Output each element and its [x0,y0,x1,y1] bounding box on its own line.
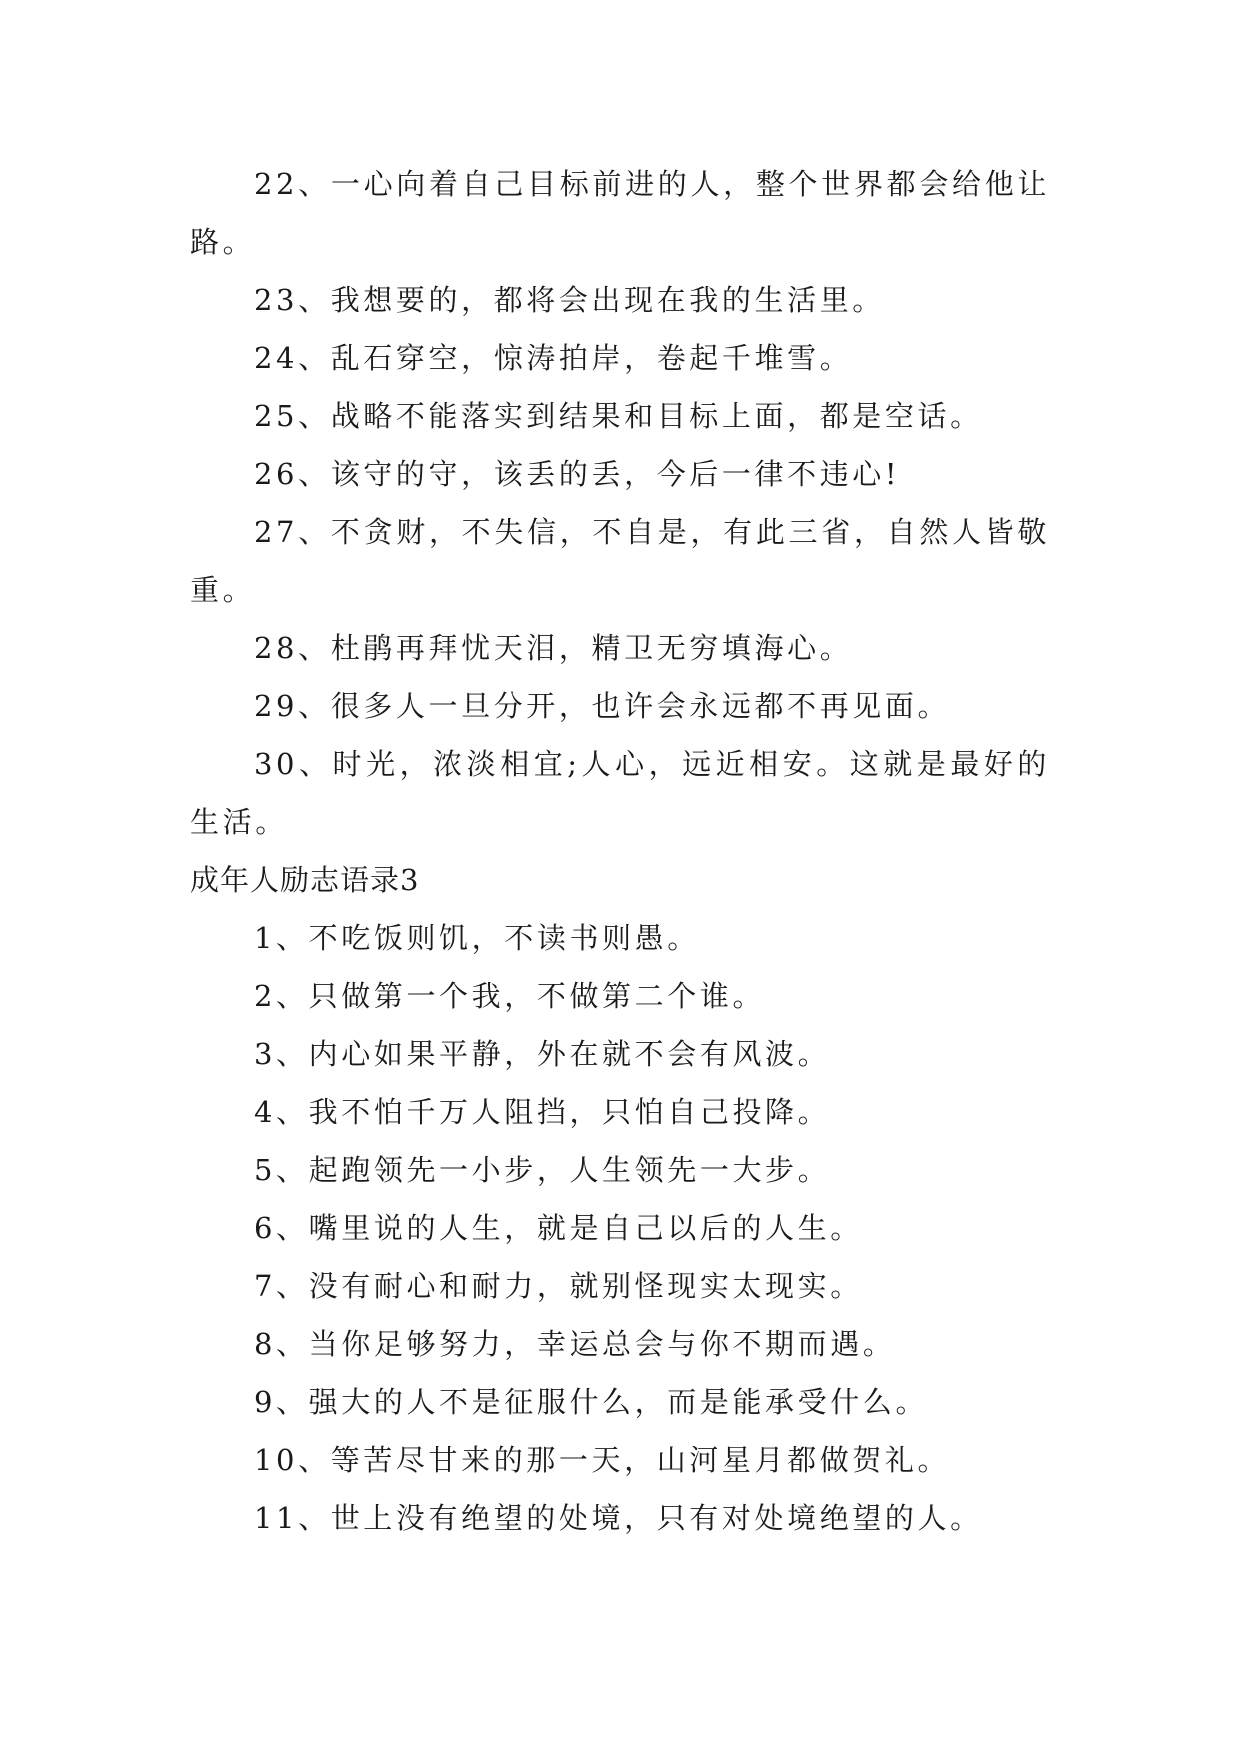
section-heading: 成年人励志语录3 [190,863,420,897]
quote-22: 22、一心向着自己目标前进的人，整个世界都会给他让路。 [190,167,1050,259]
quote-26: 26、该守的守，该丢的丢，今后一律不违心! [254,457,901,491]
quote-8: 8、当你足够努力，幸运总会与你不期而遇。 [254,1327,896,1361]
quote-23: 23、我想要的，都将会出现在我的生活里。 [254,283,885,317]
quote-27: 27、不贪财，不失信，不自是，有此三省，自然人皆敬重。 [190,515,1050,607]
quote-28: 28、杜鹃再拜忧天泪，精卫无穷填海心。 [254,631,853,665]
quote-30: 30、时光，浓淡相宜;人心，远近相安。这就是最好的生活。 [190,747,1050,839]
document-page [190,155,1050,1547]
quote-4: 4、我不怕千万人阻挡，只怕自己投降。 [254,1095,831,1129]
quote-5: 5、起跑领先一小步，人生领先一大步。 [254,1153,831,1187]
quote-25: 25、战略不能落实到结果和目标上面，都是空话。 [254,399,983,433]
quote-11: 11、世上没有绝望的处境，只有对处境绝望的人。 [254,1501,983,1535]
quote-29: 29、很多人一旦分开，也许会永远都不再见面。 [254,689,951,723]
quote-2: 2、只做第一个我，不做第二个谁。 [254,979,766,1013]
quote-10: 10、等苦尽甘来的那一天，山河星月都做贺礼。 [254,1443,951,1477]
quote-7: 7、没有耐心和耐力，就别怪现实太现实。 [254,1269,863,1303]
quote-6: 6、嘴里说的人生，就是自己以后的人生。 [254,1211,863,1245]
quote-9: 9、强大的人不是征服什么，而是能承受什么。 [254,1385,929,1419]
quote-24: 24、乱石穿空，惊涛拍岸，卷起千堆雪。 [254,341,853,375]
quote-1: 1、不吃饭则饥，不读书则愚。 [254,921,700,955]
quote-3: 3、内心如果平静，外在就不会有风波。 [254,1037,831,1071]
